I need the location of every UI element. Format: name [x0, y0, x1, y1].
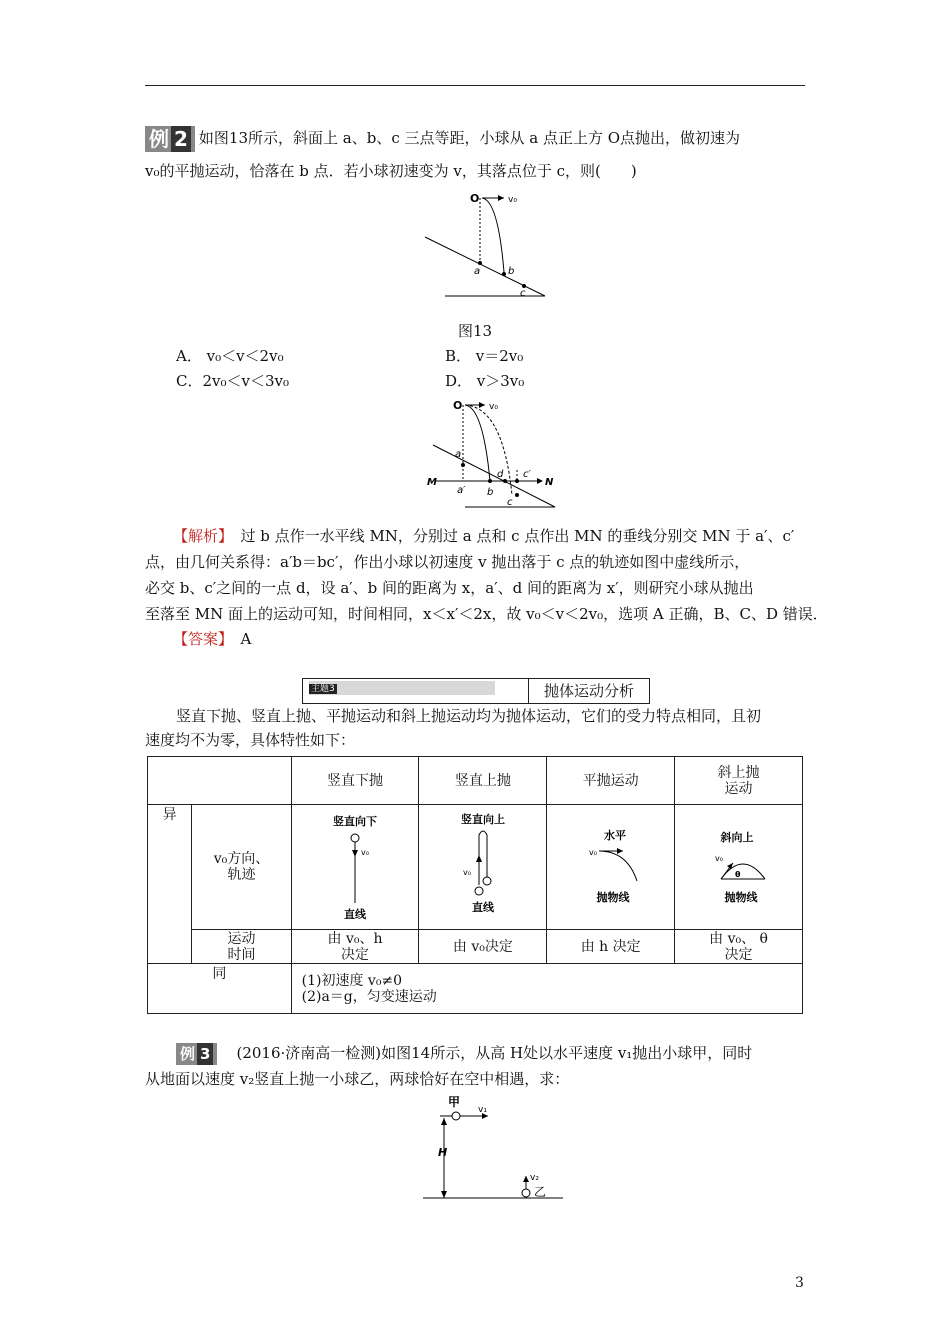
svg-text:甲: 甲: [448, 1095, 461, 1109]
label-v0: v₀: [508, 195, 517, 205]
comparison-table: [147, 756, 803, 1014]
svg-text:直线: 直线: [471, 901, 494, 914]
page-number: 3: [795, 1275, 804, 1291]
example2-line2: v₀的平抛运动，恰落在 b 点．若小球初速变为 v，其落点位于 c，则( ): [145, 162, 637, 180]
header-oblique: 斜上抛 运动: [675, 757, 803, 805]
svg-text:v₀: v₀: [588, 848, 597, 857]
example3-line2: 从地面以速度 v₂竖直上抛一小球乙，两球恰好在空中相遇，求：: [145, 1070, 570, 1088]
topic-intro1: 竖直下抛、竖直上抛、平抛运动和斜上抛运动均为抛体运动，它们的受力特点相同，且初: [176, 707, 762, 725]
svg-text:H: H: [438, 1146, 448, 1159]
svg-text:b: b: [487, 487, 494, 498]
svg-text:a: a: [455, 449, 462, 460]
diagram-up: [419, 805, 547, 930]
svg-text:v₂: v₂: [530, 1173, 539, 1183]
svg-text:直线: 直线: [344, 908, 367, 921]
row-time-label: 运动 时间: [192, 930, 291, 964]
diagram-horizontal: [547, 805, 675, 930]
header-rule: [145, 85, 805, 86]
diagram-down: [291, 805, 419, 930]
svg-text:v₀: v₀: [361, 848, 369, 857]
svg-text:v₀: v₀: [714, 854, 723, 863]
label-c: c: [520, 288, 526, 299]
svg-text:θ: θ: [734, 870, 741, 879]
svg-text:c′: c′: [523, 469, 531, 480]
solution-figure: [425, 395, 560, 510]
same-label: 同: [148, 964, 292, 1014]
svg-text:乙: 乙: [534, 1185, 547, 1199]
svg-text:抛物线: 抛物线: [724, 891, 758, 904]
svg-text:竖直向下: 竖直向下: [333, 815, 378, 828]
svg-text:c: c: [507, 497, 513, 508]
figure-caption: 图13: [457, 322, 493, 340]
svg-text:d: d: [497, 469, 504, 480]
example-badge: 例 2: [145, 126, 195, 152]
example-badge: 例 3: [176, 1043, 217, 1065]
answer-line: 【答案】 A: [173, 630, 252, 648]
svg-text:水平: 水平: [603, 829, 626, 842]
example3-line1: 例 3 (2016·济南高一检测)如图14所示，从高 H处以水平速度 v₁抛出小球甲，同时: [176, 1042, 846, 1065]
svg-text:斜向上: 斜向上: [720, 831, 754, 844]
svg-text:a′: a′: [457, 485, 466, 496]
diff-label: 异: [148, 805, 192, 964]
figure-13: [420, 188, 550, 300]
topic-title: 抛体运动分析: [528, 679, 649, 703]
topic-intro2: 速度均不为零，具体特性如下：: [145, 731, 356, 749]
label-O: O: [470, 192, 480, 205]
option-a: A． v₀＜v＜2v₀: [176, 347, 284, 365]
svg-text:竖直向上: 竖直向上: [460, 813, 505, 826]
topic-heading: [302, 678, 650, 704]
option-b: B． v＝2v₀: [445, 347, 524, 365]
analysis-line3: 必交 b、c′之间的一点 d，设 a′、b 间的距离为 x，a′、d 间的距离为 x′，则研究小球从抛出: [145, 579, 754, 597]
time-up: 由 v₀决定: [419, 930, 547, 964]
label-a: a: [474, 266, 481, 277]
svg-text:v₁: v₁: [478, 1105, 487, 1115]
label-b: b: [508, 266, 515, 277]
diagram-oblique: [675, 805, 803, 930]
svg-text:O: O: [453, 399, 463, 412]
svg-text:抛物线: 抛物线: [596, 891, 630, 904]
analysis-line1: 【解析】 过 b 点作一水平线 MN，分别过 a 点和 c 点作出 MN 的垂线分别交 MN 于 a′、c′: [173, 527, 795, 545]
example2-line1: 例 2 如图13所示，斜面上 a、b、c 三点等距，小球从 a 点正上方 O点抛出，做初速为: [145, 126, 815, 152]
svg-text:N: N: [545, 477, 554, 488]
svg-text:v₀: v₀: [462, 868, 471, 877]
header-horizontal: 平抛运动: [547, 757, 675, 805]
analysis-line4: 至落至 MN 面上的运动可知，时间相同，x＜x′＜2x，故 v₀＜v＜2v₀，选项 A 正确，B、C、D 错误．: [145, 605, 828, 623]
option-d: D． v＞3v₀: [445, 372, 525, 390]
time-horizontal: 由 h 决定: [547, 930, 675, 964]
topic-tag: 主题3: [309, 681, 495, 695]
svg-text:M: M: [427, 477, 437, 488]
row-direction-label: v₀方向、 轨迹: [192, 805, 291, 930]
option-c: C．2v₀＜v＜3v₀: [176, 372, 290, 390]
figure-14: [418, 1092, 568, 1202]
svg-text:v₀: v₀: [489, 402, 498, 412]
analysis-line2: 点，由几何关系得：a′b＝bc′，作出小球以初速度 v 抛出落于 c 点的轨迹如图中虚线所示，: [145, 553, 750, 571]
same-content: (1)初速度 v₀≠0 (2)a＝g，匀变速运动: [291, 964, 802, 1014]
time-oblique: 由 v₀、 θ 决定: [675, 930, 803, 964]
header-down: 竖直下抛: [291, 757, 419, 805]
time-down: 由 v₀、h 决定: [291, 930, 419, 964]
header-up: 竖直上抛: [419, 757, 547, 805]
